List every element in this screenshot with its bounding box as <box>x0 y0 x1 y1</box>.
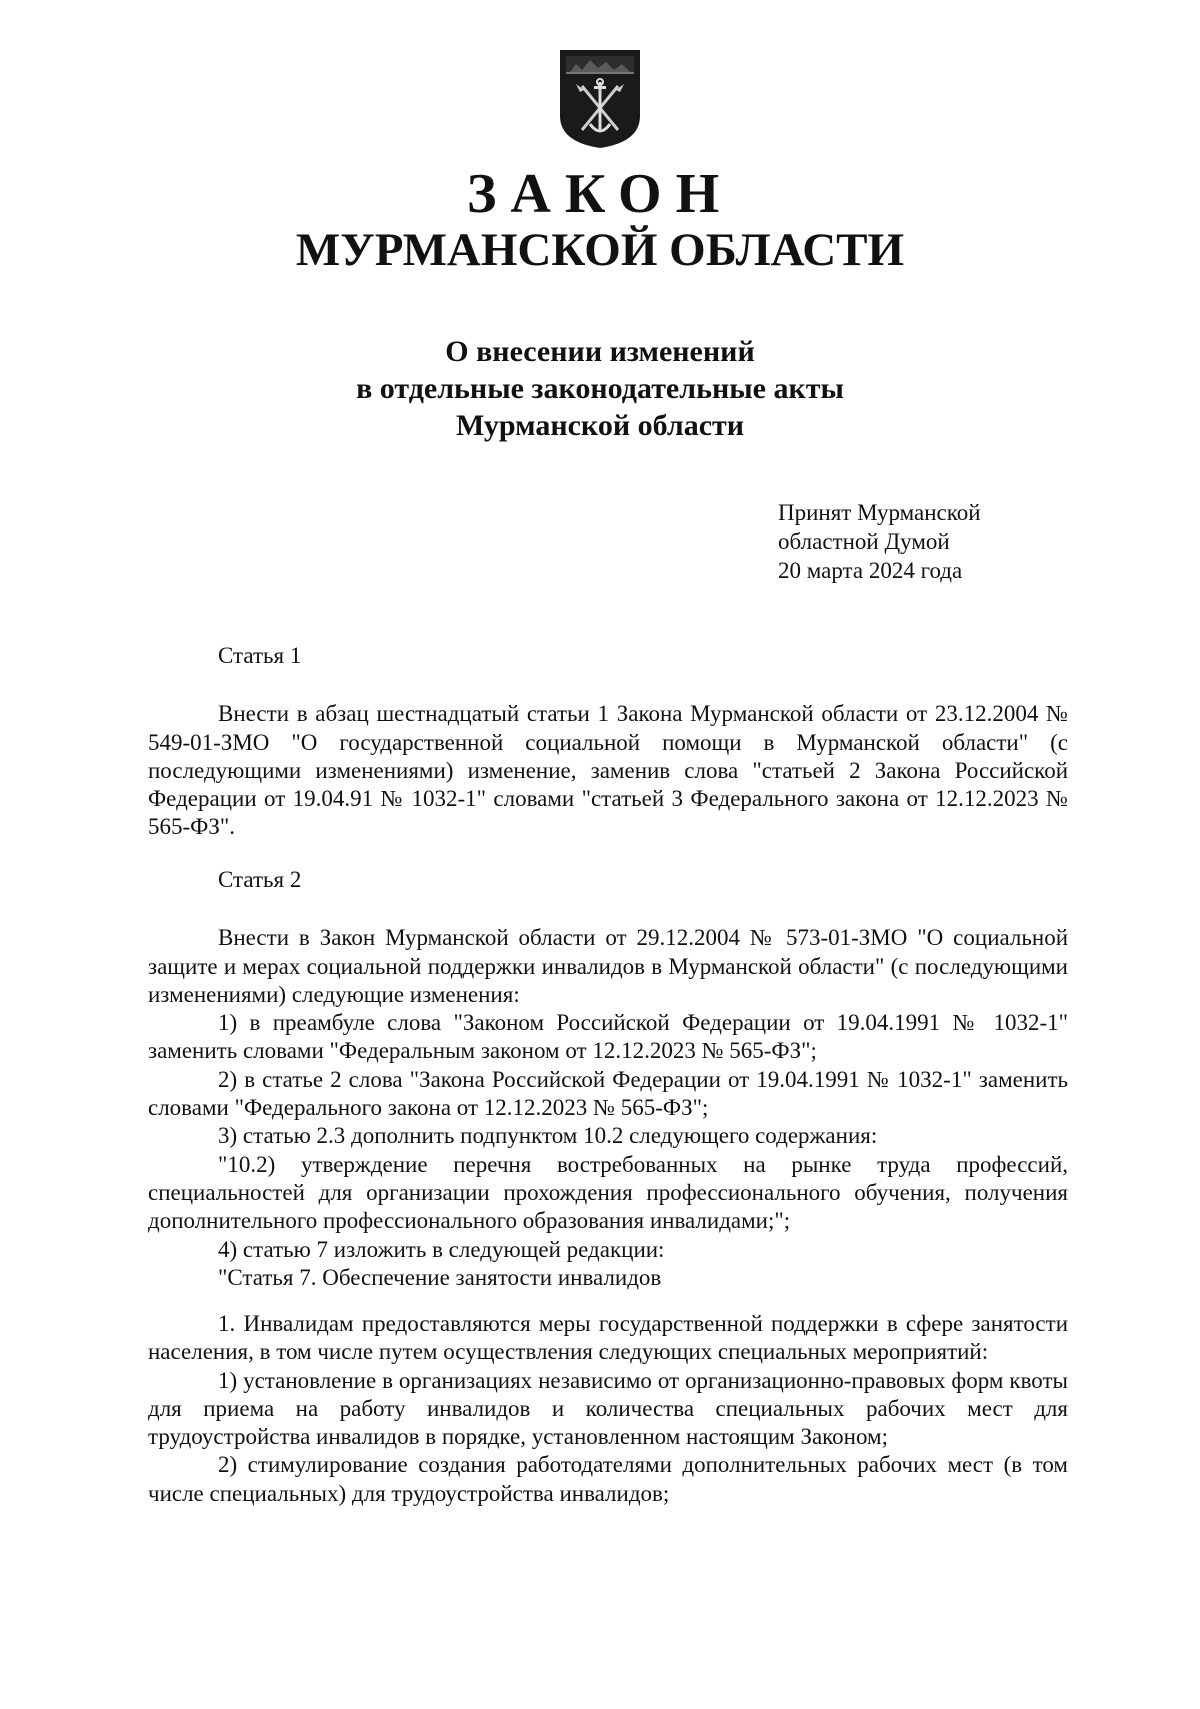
subject-line: Мурманской области <box>455 409 745 442</box>
article-paragraph: 1) установление в организациях независимо от организационно-правовых форм квоты для приема на работу инвалидов и количества специальных рабочих мест для трудоустройства инвалидов в порядке, установленном настоящим Законом; <box>148 1367 1068 1450</box>
region-title: МУРМАНСКОЙ ОБЛАСТИ <box>295 224 905 276</box>
article-7-text <box>148 1310 1068 1508</box>
article-paragraph: "Статья 7. Обеспечение занятости инвалидов <box>218 1264 662 1290</box>
coat-of-arms-icon <box>556 46 644 150</box>
adoption-note <box>778 498 981 585</box>
law-title: ЗАКОН <box>466 163 734 225</box>
article-heading: Статья 1 <box>218 643 302 668</box>
article-paragraph: Внести в абзац шестнадцатый статьи 1 Закона Мурманской области от 23.12.2004 № 549-01-ЗМО "О государственной социальной помощи в Мурманской области" (с последующими изменениями) изменение, заменив слова "статьей 2 Закона Российской Федерации от 19.04.91 № 1032-1" словами "статьей 3 Федерального закона от 12.12.2023 № 565-ФЗ". <box>148 701 1068 840</box>
adoption-line: 20 марта 2024 года <box>778 558 963 583</box>
article-paragraph: 1) в преамбуле слова "Законом Российской Федерации от 19.04.1991 № 1032-1" заменить словами "Федеральным законом от 12.12.2023 № 565-ФЗ"; <box>148 1010 1068 1064</box>
subject-line: в отдельные законодательные акты <box>356 372 844 405</box>
article-2 <box>148 866 1068 1292</box>
article-paragraph: 2) в статье 2 слова "Закона Российской Федерации от 19.04.1991 № 1032-1" заменить словами "Федерального закона от 12.12.2023 № 565-ФЗ"; <box>148 1066 1068 1121</box>
article-heading: Статья 2 <box>218 867 302 892</box>
article-paragraph: Внести в Закон Мурманской области от 29.12.2004 № 573-01-ЗМО "О социальной защите и мерах социальной поддержки инвалидов в Мурманской области" (с последующими изменениями) следующие изменения: <box>148 925 1068 1007</box>
subject-line: О внесении изменений <box>445 335 755 368</box>
article-paragraph: 3) статью 2.3 дополнить подпунктом 10.2 следующего содержания: <box>218 1123 878 1149</box>
adoption-line: Принят Мурманской <box>778 500 981 525</box>
article-1 <box>148 642 1068 842</box>
article-paragraph: "10.2) утверждение перечня востребованных на рынке труда профессий, специальностей для организации прохождения профессионального обучения, получения дополнительного профессионального образования инвалидами;"; <box>148 1151 1068 1234</box>
article-paragraph: 4) статью 7 изложить в следующей редакции: <box>218 1236 665 1262</box>
adoption-line: областной Думой <box>778 529 950 554</box>
law-subject <box>0 333 1200 444</box>
article-paragraph: 1. Инвалидам предоставляются меры государственной поддержки в сфере занятости населения, в том числе путем осуществления следующих специальных мероприятий: <box>148 1311 1068 1365</box>
article-paragraph: 2) стимулирование создания работодателями дополнительных рабочих мест (в том числе специальных) для трудоустройства инвалидов; <box>148 1452 1068 1506</box>
